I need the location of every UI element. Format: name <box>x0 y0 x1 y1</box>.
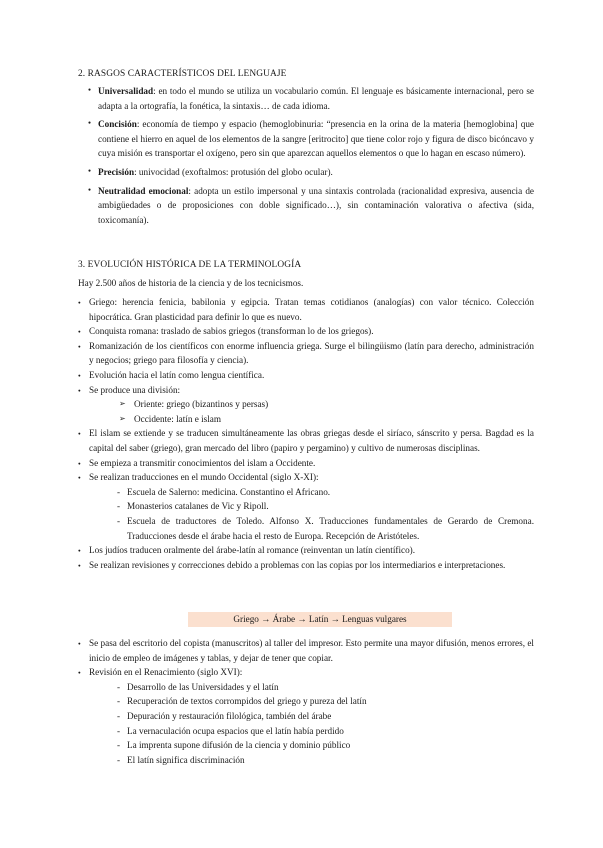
division-list <box>89 397 534 426</box>
renaissance-item: - Desarrollo de las Universidades y el latín <box>117 680 534 695</box>
history-item: ● Conquista romana: traslado de sabios griegos (transforman lo de los griegos). <box>78 324 534 339</box>
history-item-text: Se produce una división: <box>89 384 181 395</box>
translation-item: - Monasterios catalanes de Vic y Ripoll. <box>117 499 534 514</box>
renaissance-item: - Recuperación de textos corrompidos del griego y pureza del latín <box>117 694 534 709</box>
division-item: ➢ Oriente: griego (bizantinos y persas) <box>119 397 534 412</box>
history-item-division <box>78 383 534 427</box>
trait-item <box>88 84 534 113</box>
history-item: ● Se pasa del escritorio del copista (manuscritos) al taller del impresor. Esto permite una mayor difusión, menos errores, el inicio de empleo de imágenes y tablas, y dejar de tener que copiar. <box>78 636 534 665</box>
section-3-intro: Hay 2.500 años de historia de la ciencia y de los tecnicismos. <box>78 278 304 288</box>
history-item: ● Se empieza a transmitir conocimientos del islam a Occidente. <box>78 456 534 471</box>
division-item: ➢ Occidente: latín e islam <box>119 412 534 427</box>
history-item: ● Los judíos traducen oralmente del árabe-latín al romance (reinventan un latín científico). <box>78 543 534 558</box>
trait-term: Universalidad <box>98 86 154 96</box>
renaissance-item: - Depuración y restauración filológica, también del árabe <box>117 709 534 724</box>
renaissance-item: - La imprenta supone difusión de la ciencia y dominio público <box>117 738 534 753</box>
trait-text: : en todo el mundo se utiliza un vocabulario común. El lenguaje es básicamente internacional, pero se adapta a la ortografía, la fonética, la sintaxis… de cada idioma. <box>98 86 534 111</box>
history-list <box>78 295 534 572</box>
translation-item: - Escuela de traductores de Toledo. Alfonso X. Traducciones fundamentales de Gerardo de Cremona. Traducciones desde el árabe hacia el resto de Europa. Recepción de Aristóteles. <box>117 514 534 543</box>
trait-text: : univocidad (exoftalmos: protusión del globo ocular). <box>134 166 333 177</box>
trait-term: Concisión <box>98 119 137 130</box>
trait-item <box>88 184 534 228</box>
trait-item <box>88 117 534 161</box>
history-item-renaissance <box>78 665 534 767</box>
renaissance-item: - La vernaculación ocupa espacios que el latín había perdido <box>117 724 534 739</box>
trait-item <box>88 165 534 180</box>
section-2-heading: 2. RASGOS CARACTERÍSTICOS DEL LENGUAJE <box>78 69 287 79</box>
history-list-continued <box>78 636 534 767</box>
history-item: ● Se realizan revisiones y correcciones debido a problemas con las copias por los intermediarios e interpretaciones. <box>78 558 534 573</box>
history-item: ● Griego: herencia fenicia, babilonia y egipcia. Tratan temas cotidianos (analogías) con valor técnico. Colección hipocrática. Gran plasticidad para definir lo que es nuevo. <box>78 295 534 324</box>
trait-text: : adopta un estilo impersonal y una sintaxis controlada (racionalidad expresiva, ausencia de ambigüedades o de proposiciones con doble significado…), sin contaminación valorativa o afectiva (sida, toxicomanía). <box>98 185 534 225</box>
renaissance-item: - El latín significa discriminación <box>117 753 534 768</box>
history-item-translations <box>78 470 534 543</box>
history-item-text: Revisión en el Renacimiento (siglo XVI): <box>89 667 243 678</box>
trait-text: : economía de tiempo y espacio (hemoglobinuria: “presencia en la orina de la materia [hemoglobina] que contiene el hierro en aquel de los elementos de la sangre [eritrocito] que tiene color rojo y figura de disco bicóncavo y cuya misión es transportar el oxígeno, pero sin que aparezcan aquellos elementos o que lo hagan en escaso número). <box>98 119 534 159</box>
history-item-text: Se realizan traducciones en el mundo Occidental (siglo X-XI): <box>89 472 319 483</box>
renaissance-list <box>89 680 534 768</box>
trait-term: Neutralidad emocional <box>98 185 189 196</box>
traits-list <box>88 84 534 231</box>
history-item: ● El islam se extiende y se traducen simultáneamente las obras griegas desde el siríaco, sánscrito y persa. Bagdad es la capital del saber (griego), gran mercado del libro (papiro y pergamino) y cultivo de numerosas disciplinas. <box>78 426 534 455</box>
translation-item: - Escuela de Salerno: medicina. Constantino el Africano. <box>117 485 534 500</box>
trait-term: Precisión <box>98 166 135 177</box>
translations-list <box>89 485 534 543</box>
history-item: ● Evolución hacia el latín como lengua científica. <box>78 368 534 383</box>
language-flow-banner: Griego → Árabe → Latín → Lenguas vulgares <box>188 612 452 627</box>
history-item: ● Romanización de los científicos con enorme influencia griega. Surge el bilingüismo (latín para derecho, administración y negocios; griego para filosofía y ciencia). <box>78 339 534 368</box>
section-3-heading: 3. EVOLUCIÓN HISTÓRICA DE LA TERMINOLOGÍA <box>78 260 302 270</box>
